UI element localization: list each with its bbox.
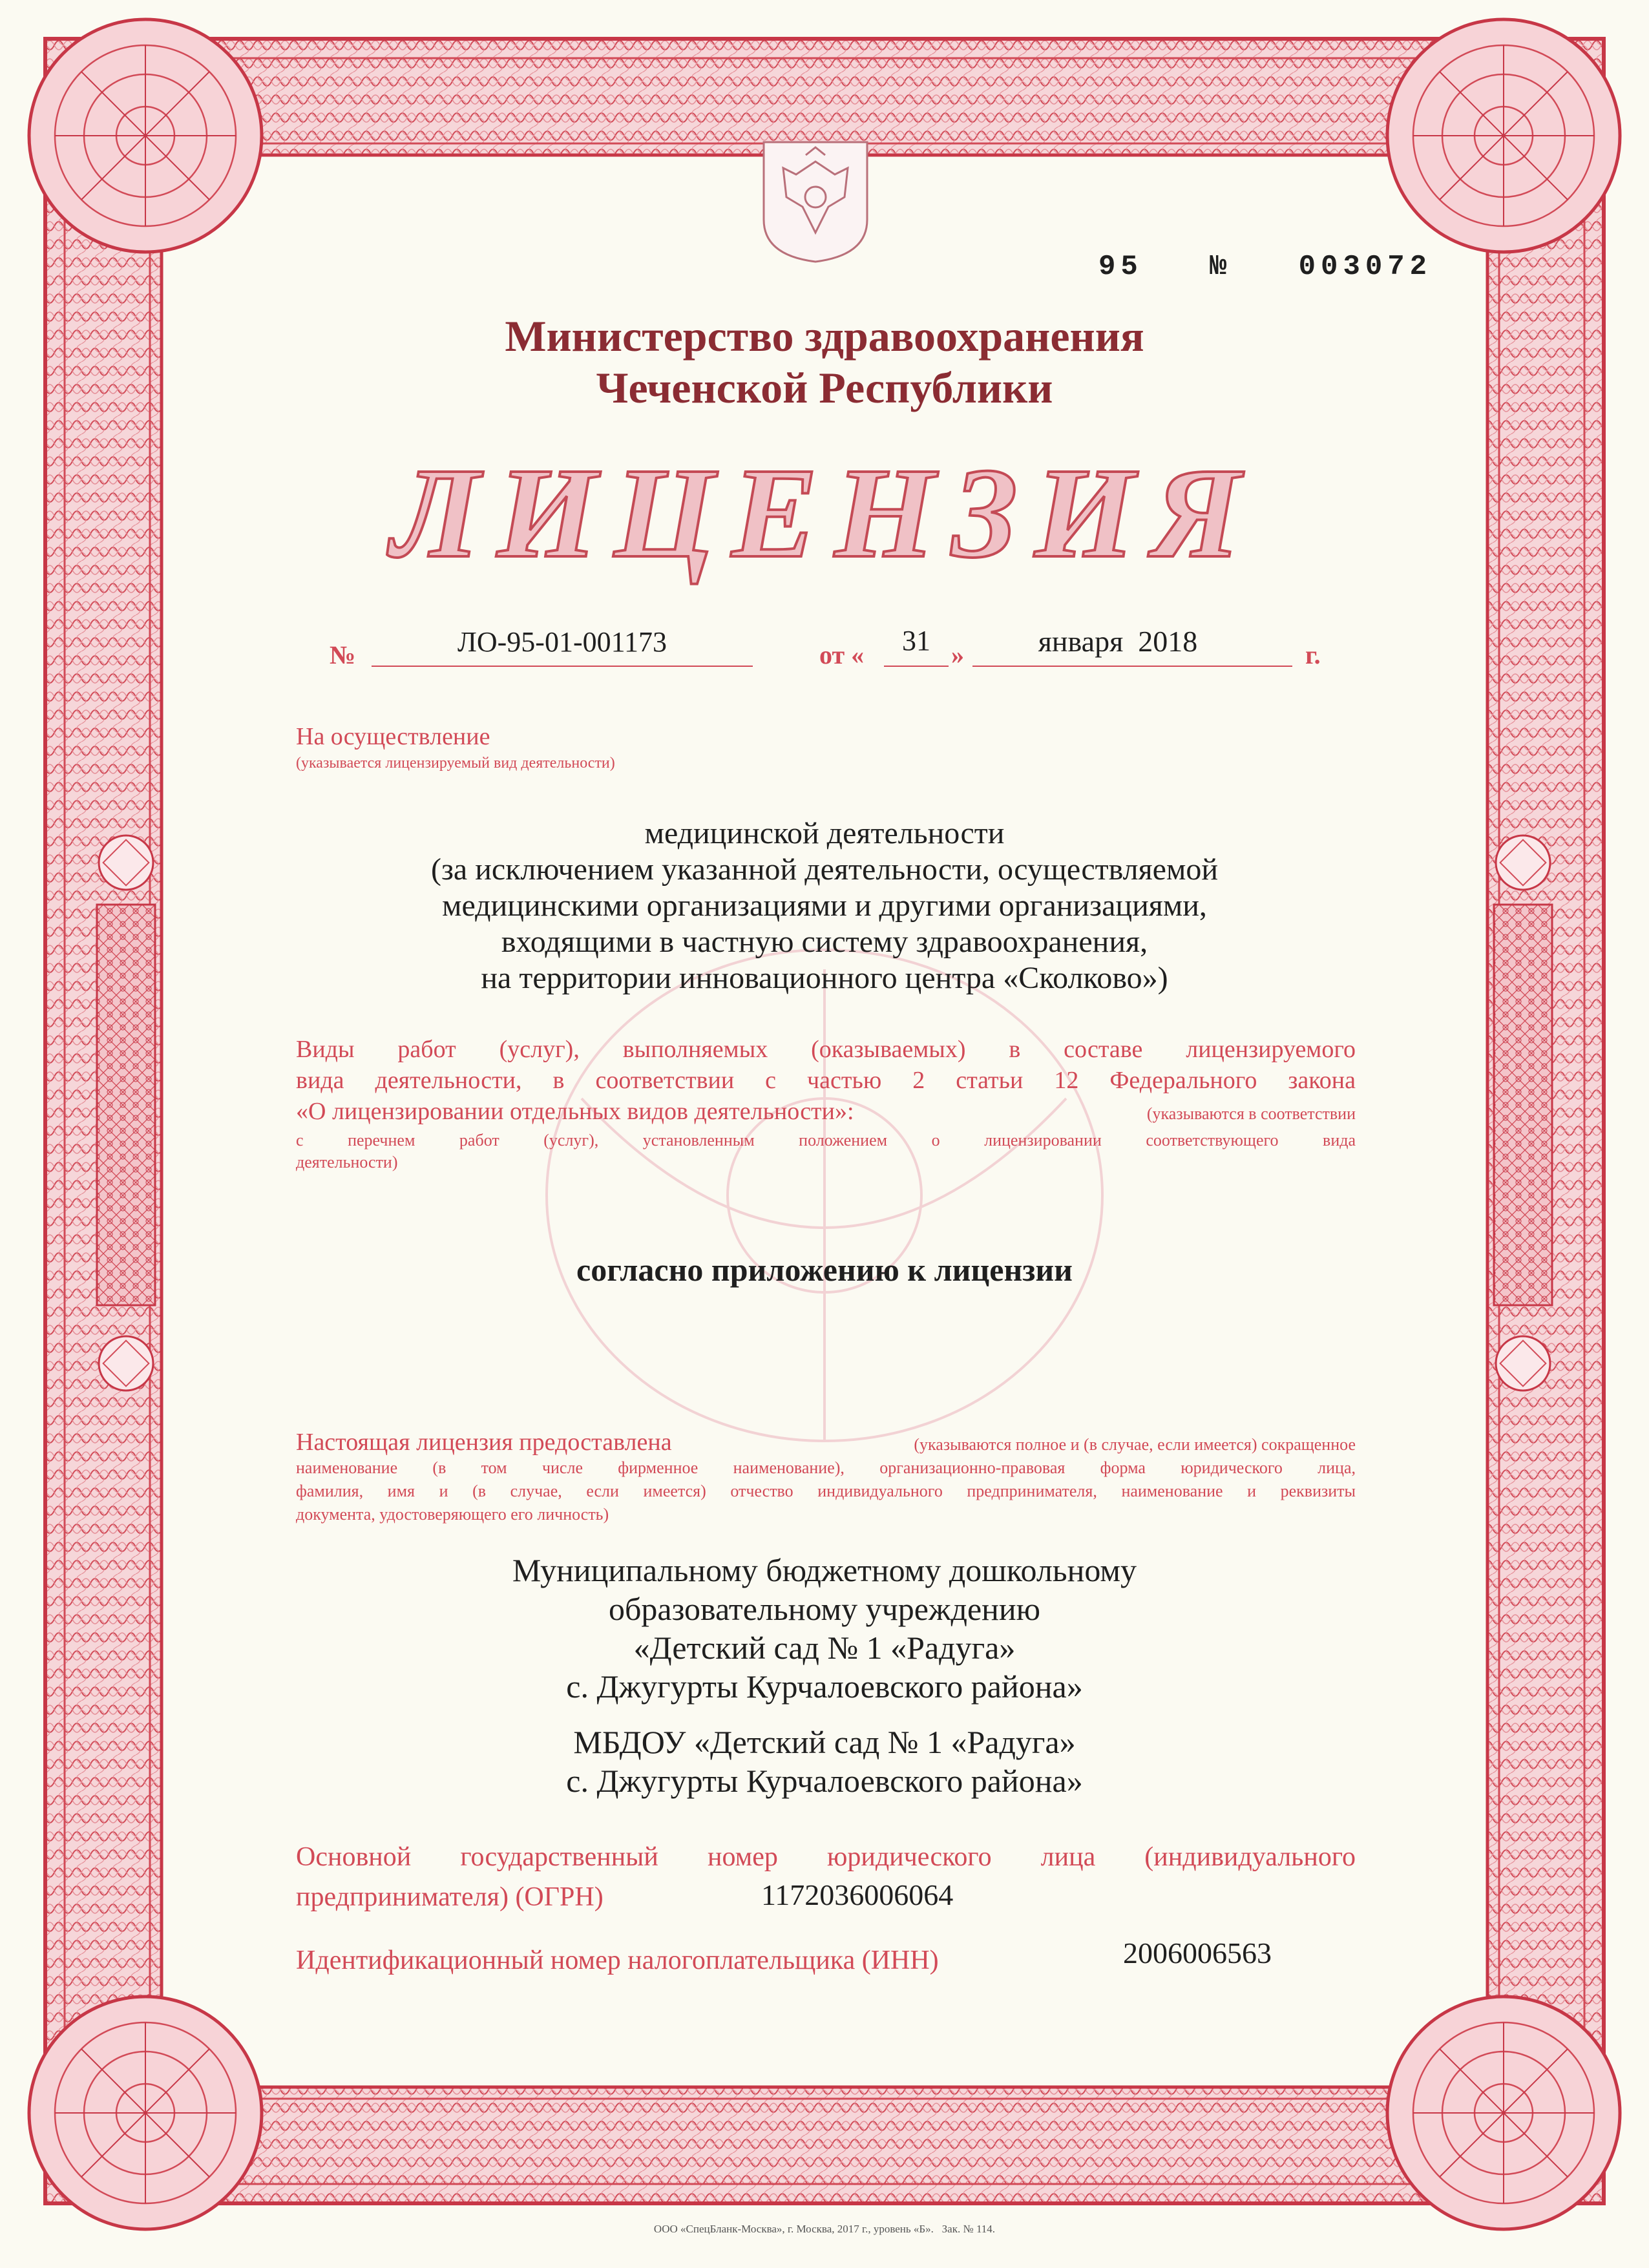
granted-block xyxy=(296,1428,1356,1526)
activity-line: медицинскими организациями и другими организациями, xyxy=(442,888,1207,923)
works-hint-line: (указываются в соответствии xyxy=(1146,1104,1356,1123)
ogrn-label-line1: Основной государственный номер юридического лица (индивидуального xyxy=(296,1842,1356,1872)
works-block xyxy=(296,1034,1356,1173)
granted-hint-line: фамилия, имя и (в случае, если имеется) отчество индивидуального предпринимателя, наименование и реквизиты xyxy=(296,1482,1356,1500)
activity-line: входящими в частную систему здравоохранения, xyxy=(501,925,1148,959)
organization-short-name xyxy=(233,1723,1416,1800)
serial-value: 003072 xyxy=(1298,251,1433,283)
activity-line: медицинской деятельности xyxy=(644,816,1005,850)
granted-hint-line: наименование (в том числе фирменное наименование), организационно-правовая форма юридического лица, xyxy=(296,1458,1356,1477)
granted-label: Настоящая лицензия предоставлена xyxy=(296,1429,672,1456)
license-number-line xyxy=(372,666,753,667)
ministry-line2: Чеченской Республики xyxy=(596,363,1053,412)
activity-text xyxy=(233,815,1416,996)
ogrn-value: 1172036006064 xyxy=(761,1878,954,1911)
works-label-line: вида деятельности, в соответствии с частью 2 статьи 12 Федерального закона xyxy=(296,1067,1356,1094)
activity-line: (за исключением указанной деятельности, осуществляемой xyxy=(430,852,1219,887)
license-date-line xyxy=(972,666,1292,667)
full-name-line: с. Джугурты Курчалоевского района» xyxy=(566,1668,1083,1705)
works-hint-line: деятельности) xyxy=(296,1153,398,1171)
license-day-close: » xyxy=(951,640,964,669)
printer-imprint: ООО «СпецБланк-Москва», г. Москва, 2017 г., уровень «Б». Зак. № 114. xyxy=(653,2223,996,2235)
short-name-line: с. Джугурты Курчалоевского района» xyxy=(566,1763,1083,1799)
full-name-line: «Детский сад № 1 «Радуга» xyxy=(633,1630,1016,1666)
activity-hint: (указывается лицензируемый вид деятельности) xyxy=(296,755,615,772)
full-name-line: образовательному учреждению xyxy=(608,1591,1041,1627)
works-label-line: Виды работ (услуг), выполняемых (оказываемых) в составе лицензируемого xyxy=(296,1036,1356,1063)
license-month-year: января 2018 xyxy=(1038,625,1198,658)
inn-label: Идентификационный номер налогоплательщика (ИНН) xyxy=(296,1946,939,1975)
document-title: ЛИЦЕНЗИЯ xyxy=(391,442,1258,585)
license-no-label: № xyxy=(330,640,356,669)
works-hint-line: с перечнем работ (услуг), установленным положением о лицензировании соответствующего вида xyxy=(296,1131,1356,1150)
coat-of-arms-icon xyxy=(757,136,874,265)
ogrn-label-line2: предпринимателя) (ОГРН) xyxy=(296,1882,604,1912)
ministry-line1: Министерство здравоохранения xyxy=(505,311,1144,361)
short-name-line: МБДОУ «Детский сад № 1 «Радуга» xyxy=(573,1724,1076,1760)
works-value: согласно приложению к лицензии xyxy=(576,1252,1073,1288)
ministry-heading xyxy=(323,310,1326,414)
license-from-label: от « xyxy=(819,640,865,669)
serial-sign: № xyxy=(1210,251,1232,283)
inn-value: 2006006563 xyxy=(1123,1937,1272,1969)
license-day-line xyxy=(884,666,949,667)
works-label-row xyxy=(296,1096,1356,1129)
granted-hint-line: документа, удостоверяющего его личность) xyxy=(296,1505,609,1524)
serial-number xyxy=(1098,251,1432,283)
activity-label: На осуществление xyxy=(296,723,490,750)
works-label-line: «О лицензировании отдельных видов деятельности»: xyxy=(296,1098,854,1125)
license-year-suffix: г. xyxy=(1305,640,1321,669)
full-name-line: Муниципальному бюджетному дошкольному xyxy=(512,1552,1137,1588)
serial-region: 95 xyxy=(1098,251,1143,283)
granted-hint-line: (указываются полное и (в случае, если имеется) сокращенное xyxy=(914,1435,1356,1454)
license-day: 31 xyxy=(902,625,930,656)
granted-label-row xyxy=(296,1428,1356,1456)
license-number: ЛО-95-01-001173 xyxy=(457,626,667,658)
organization-full-name xyxy=(233,1551,1416,1706)
activity-line: на территории инновационного центра «Сколково») xyxy=(481,961,1168,995)
